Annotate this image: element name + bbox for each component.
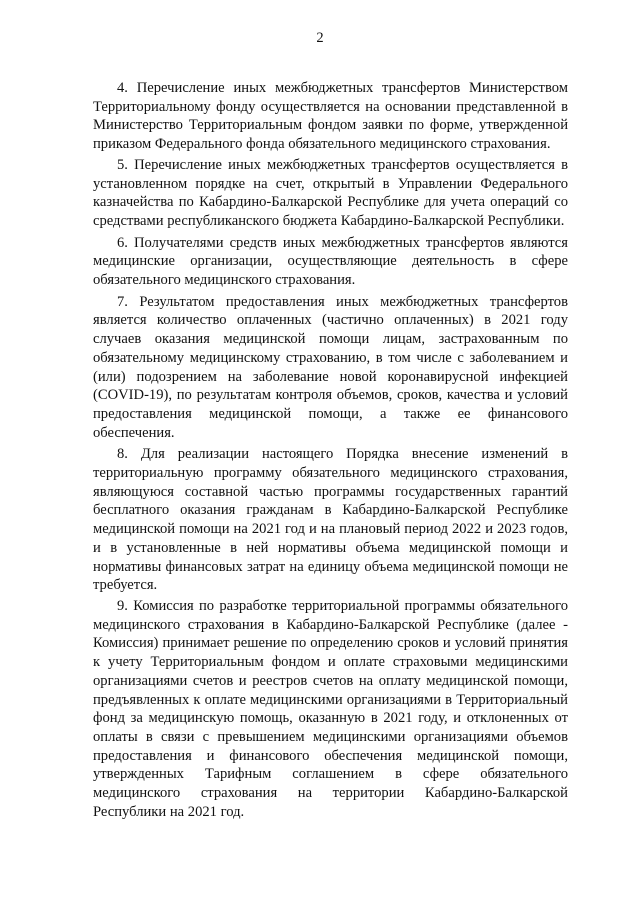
paragraph-6: 6. Получателями средств иных межбюджетных трансфертов являются медицинские организации, осуществляющие деятельность в сфере обязательного медицинского страхования. [93, 234, 568, 289]
paragraph-5: 5. Перечисление иных межбюджетных трансфертов осуществляется в установленном порядке на счет, открытый в Управлении Федерального казначейства по Кабардино-Балкарской Республике для учета операций со средствами республиканского бюджета Кабардино-Балкарской Республики. [93, 156, 568, 229]
paragraph-7: 7. Результатом предоставления иных межбюджетных трансфертов является количество оплаченных (частично оплаченных) в 2021 году случаев оказания медицинской помощи лицам, застрахованным по обязательному медицинскому страхованию, в том числе с заболеванием и (или) подозрением на заболевание новой коронавирусной инфекцией (COVID-19), по результатам контроля объемов, сроков, качества и условий предоставления медицинской помощи, а также ее финансового обеспечения. [93, 293, 568, 441]
paragraph-8: 8. Для реализации настоящего Порядка внесение изменений в территориальную программу обязательного медицинского страхования, являющуюся составной частью программы государственных гарантий бесплатного оказания гражданам в Кабардино-Балкарской Республике медицинской помощи на 2021 год и на плановый период 2022 и 2023 годов, и в установленные в ней нормативы объема медицинской помощи и нормативы финансовых затрат на единицу объема медицинской помощи не требуется. [93, 446, 568, 594]
document-body [93, 79, 568, 821]
paragraph-4: 4. Перечисление иных межбюджетных трансфертов Министерством Территориальному фонду осуществляется на основании представленной в Министерство Территориальным фондом заявки по форме, утвержденной приказом Федерального фонда обязательного медицинского страхования. [93, 80, 568, 153]
page-number: 2 [316, 30, 324, 46]
paragraph-9: 9. Комиссия по разработке территориальной программы обязательного медицинского страхования в Кабардино-Балкарской Республике (далее - Комиссия) принимает решение по определению сроков и условий принятия к учету Территориальным фондом и оплате страховыми медицинскими организациями счетов и реестров счетов на оплату медицинской помощи, предъявленных к оплате медицинскими организациями в Территориальный фонд за медицинскую помощь, оказанную в 2021 году, и отклоненных от оплаты в связи с превышением медицинскими организациями объемов предоставления и финансового обеспечения медицинской помощи, утвержденных Тарифным соглашением в сфере обязательного медицинского страхования на территории Кабардино-Балкарской Республики на 2021 год. [93, 597, 568, 820]
